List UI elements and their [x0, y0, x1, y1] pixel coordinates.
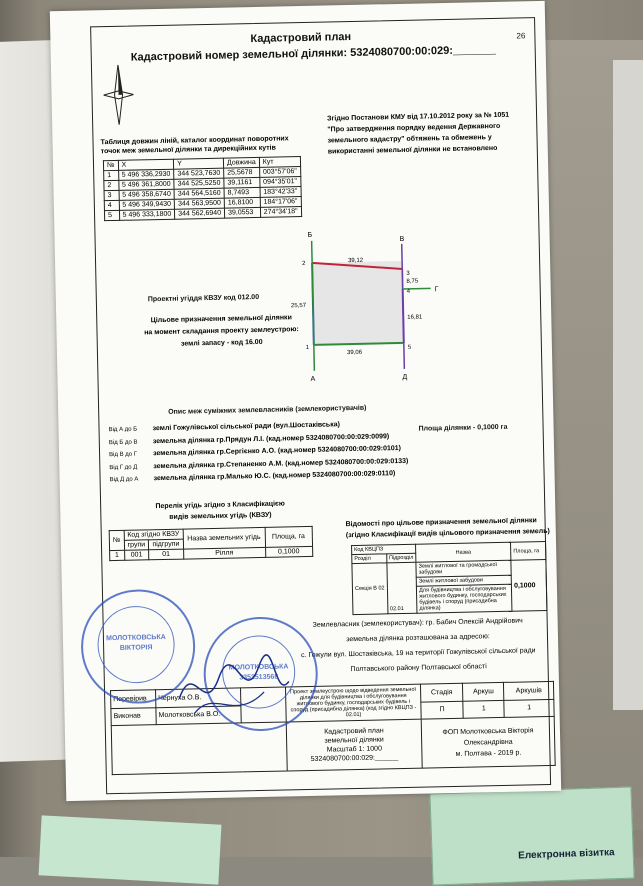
cell: Рілля — [183, 547, 265, 559]
header-cell: Підрозділ — [386, 553, 416, 563]
list-item-from: Від Б до В — [109, 437, 153, 449]
resolution-line: земельного кадастру" обтяжень та обмежень у — [327, 132, 509, 147]
right-sheet — [613, 60, 643, 710]
owner-line: с. Гожули вул. Шостаківська, 19 на території Гожулівської сільської ради — [288, 643, 548, 663]
cell: Землі житлової та громадської забудови — [416, 560, 511, 577]
plan-line: 5324080700:00:029:______ — [289, 753, 419, 765]
cell: 0,1000 — [265, 546, 312, 557]
cell: 184°17'06" — [260, 197, 301, 208]
cell: 5 496 361,8000 — [118, 179, 174, 190]
table-header-row — [109, 526, 312, 540]
svg-text:МОЛОТКОВСЬКА: МОЛОТКОВСЬКА — [106, 634, 166, 642]
checked-name: Чернуха О.В. — [156, 688, 241, 707]
company-line: м. Полтава - 2019 р. — [424, 746, 552, 760]
resolution-line: "Про затвердження порядку ведення Державного — [327, 121, 509, 136]
kvzu-title — [135, 498, 305, 524]
company-cell — [421, 716, 555, 768]
cell: 02.01 — [387, 562, 418, 614]
resolution-line: використанні земельної ділянки не встановлено — [328, 143, 510, 158]
cell: 274°34'18" — [260, 207, 301, 218]
purpose-line: землі запасу - код 16.00 — [132, 336, 312, 352]
title-line: Відомості про цільове призначення земельної ділянки — [345, 515, 549, 530]
cell: 1 — [463, 700, 504, 718]
header-cell: підгрупи — [149, 539, 183, 550]
cell: 25,5678 — [224, 167, 260, 178]
owner-line: земельна ділянка розташована за адресою: — [288, 628, 548, 648]
owner-line: Землевласник (землекористувач): гр. Бабич Олексій Андрійович — [288, 613, 548, 633]
neighbour-label: А — [310, 376, 315, 383]
cell: 344 562,6940 — [175, 208, 225, 219]
neighbour-label: В — [400, 236, 405, 243]
length-label: 25,57 — [291, 303, 307, 309]
header-cell: Назва — [416, 542, 511, 562]
cell: 344 525,5250 — [174, 178, 224, 189]
cell: 3 — [104, 190, 119, 200]
neighbour-label: Б — [307, 232, 312, 239]
header-cell: Назва земельних угідь — [183, 527, 265, 549]
cell: Для будівництва і обслуговування житлового будинку, господарських будівель і споруд (присадибна ділянка) — [417, 584, 513, 613]
cell: 5 — [104, 210, 119, 220]
plan-line: Кадастровий план — [289, 726, 419, 738]
cell: 344 564,5160 — [174, 188, 224, 199]
cell: 01 — [149, 549, 183, 560]
list-item-from: Від Д до А — [110, 474, 154, 486]
list-item-text: земельна ділянка гр.Степаненко А.М. (кад.номер 5324080700:00:029:0133) — [153, 457, 408, 469]
plan-cell — [286, 719, 422, 771]
cell: 094°35'01" — [260, 177, 301, 188]
title-line: (згідно Класифікації видів цільового призначення земель) — [346, 526, 550, 541]
cell: 344 523,7630 — [174, 168, 224, 179]
list-item-text: земельна ділянка гр.Малько Ю.С. (кад.номер 5324080700:00:029:0110) — [154, 470, 396, 482]
cell: 39,0553 — [224, 207, 260, 218]
cell: 4 — [104, 200, 119, 210]
cell: 1 — [104, 170, 119, 180]
cell: 8,7493 — [224, 187, 260, 198]
purpose-line: Цільове призначення земельної ділянки — [131, 312, 311, 328]
list-item-from: Від А до Б — [108, 424, 152, 436]
cell: 183°42'33" — [260, 187, 301, 198]
page-title: Кадастровий план — [250, 31, 351, 45]
resolution-line: Згідно Постанови КМУ від 17.10.2012 року за № 1051 — [327, 110, 509, 125]
header-cell: Розділ — [352, 554, 387, 564]
title-line: Перелік угідь згідно з Класифікацією — [135, 498, 305, 513]
point-label: 3 — [406, 271, 410, 277]
list-item-from: Від В до Г — [109, 449, 153, 461]
header-cell: Кут — [259, 157, 300, 168]
cell: 39,1161 — [224, 177, 260, 188]
cell: 0,1000 — [511, 559, 547, 611]
cadastral-plan-document — [50, 1, 561, 801]
neighbour-label: Г — [435, 286, 439, 293]
table-header-row — [352, 542, 546, 555]
list-item-text: земельна ділянка гр.Прядун Л.І. (кад.номер 5324080700:00:029:0099) — [153, 433, 390, 445]
header-cell: X — [118, 159, 174, 170]
neighbours-list — [108, 418, 408, 487]
cell: 16,8100 — [224, 197, 260, 208]
project-use: Проектні угіддя КВЗУ код 012.00 — [148, 294, 259, 303]
page-number: 26 — [516, 31, 525, 40]
length-label: 39,06 — [347, 350, 363, 356]
cell: 1 — [110, 550, 125, 560]
owner-line: Полтавського району Полтавської області — [288, 658, 548, 678]
parcel-area-text: Площа ділянки - 0,1000 га — [419, 424, 508, 433]
purpose-table — [351, 541, 548, 615]
header-cell: групи — [124, 540, 149, 551]
purpose-note — [131, 312, 312, 352]
caption-line: Таблиця довжин ліній, каталог координат поворотних — [100, 134, 288, 147]
header-cell: Аркуш — [463, 682, 504, 700]
checked-label: Перевірив — [111, 690, 156, 708]
parcel-area — [312, 261, 404, 345]
title-line: видів земельних угідь (КВЗУ) — [135, 509, 305, 524]
header-cell: Площа, га — [265, 526, 312, 547]
cell: 001 — [124, 550, 149, 561]
cell: Землі житлової забудови — [416, 575, 511, 586]
company-line: Олександрівна — [424, 735, 552, 749]
header-cell: Стадія — [420, 683, 463, 701]
kvzu-table — [109, 526, 313, 561]
resolution-note — [327, 110, 510, 158]
neighbours-title: Опис меж суміжних землевласників (землекористувачів) — [168, 405, 366, 416]
cell: 5 496 358,6740 — [119, 189, 175, 200]
header-cell: № — [103, 160, 118, 170]
list-item-text: земельна ділянка гр.Сергієнко А.О. (кад.номер 5324080700:00:029:0101) — [153, 445, 401, 457]
point-label: 2 — [302, 261, 306, 267]
made-label: Виконав — [111, 707, 156, 725]
point-label: 5 — [408, 345, 412, 351]
north-arrow-icon — [103, 65, 134, 126]
card-label: Електронна візитка — [518, 847, 615, 861]
made-name: Молотковська В.О. — [156, 705, 241, 724]
business-card — [429, 787, 634, 886]
header-cell: Y — [174, 158, 224, 169]
length-label: 39,12 — [348, 258, 364, 264]
neighbour-label: Д — [402, 374, 407, 381]
svg-text:МОЛОТКОВСЬКА: МОЛОТКОВСЬКА — [229, 663, 289, 671]
header-cell: № — [109, 530, 124, 550]
cell: 5 496 333,1800 — [119, 209, 175, 220]
company-line: ФОП Молотковська Вікторія — [424, 724, 552, 738]
page-subtitle: Кадастровий номер земельної ділянки: 5324080700:00:029:_______ — [131, 44, 496, 64]
header-cell: Аркушів — [504, 681, 554, 700]
green-card-left — [39, 815, 222, 884]
coordinates-table — [103, 156, 302, 221]
list-item-text: землі Гожулівської сільської ради (вул.Шостаківська) — [152, 421, 340, 432]
length-label: 16,81 — [407, 315, 423, 321]
length-label: 8,75 — [406, 279, 418, 285]
cell: 344 563,9500 — [174, 198, 224, 209]
project-description: Проект землеустрою щодо відведення земельної ділянки для будівництва і обслуговування житлового будинку, господарських будівель і споруд (присадибна ділянка) (код згідно КВЦПЗ - 02.01) — [285, 684, 421, 722]
point-label: 4 — [407, 289, 411, 295]
cell: 5 496 349,9430 — [119, 199, 175, 210]
list-item-from: Від Г до Д — [109, 462, 153, 474]
purpose-line: на момент складання проекту землеустрою: — [131, 324, 311, 340]
svg-text:ВІКТОРІЯ: ВІКТОРІЯ — [120, 644, 153, 652]
point-label: 1 — [306, 345, 310, 351]
header-cell: Площа, га — [511, 542, 546, 561]
cell: 5 496 336,2930 — [118, 169, 174, 180]
header-cell: Код КВЦПЗ — [352, 544, 416, 554]
header-cell: Код згідно КВЗУ — [124, 529, 183, 540]
cell: Секція В 02 — [352, 563, 388, 615]
cell: П — [421, 701, 464, 719]
header-cell: Довжина — [223, 157, 259, 168]
cell: 003°57'06" — [259, 167, 300, 178]
parcel-plan-drawing — [289, 218, 453, 391]
svg-text:3353513568: 3353513568 — [239, 674, 278, 682]
plan-line: земельної ділянки — [289, 735, 419, 747]
signature-graphic — [173, 646, 295, 728]
caption-line: точок меж земельної ділянки та дирекційних кутів — [101, 143, 289, 156]
purpose-table-title — [345, 515, 549, 541]
cell: 1 — [504, 699, 554, 718]
owner-block — [288, 613, 549, 678]
plan-line: Масштаб 1: 1000 — [289, 744, 419, 756]
cell: 2 — [104, 180, 119, 190]
